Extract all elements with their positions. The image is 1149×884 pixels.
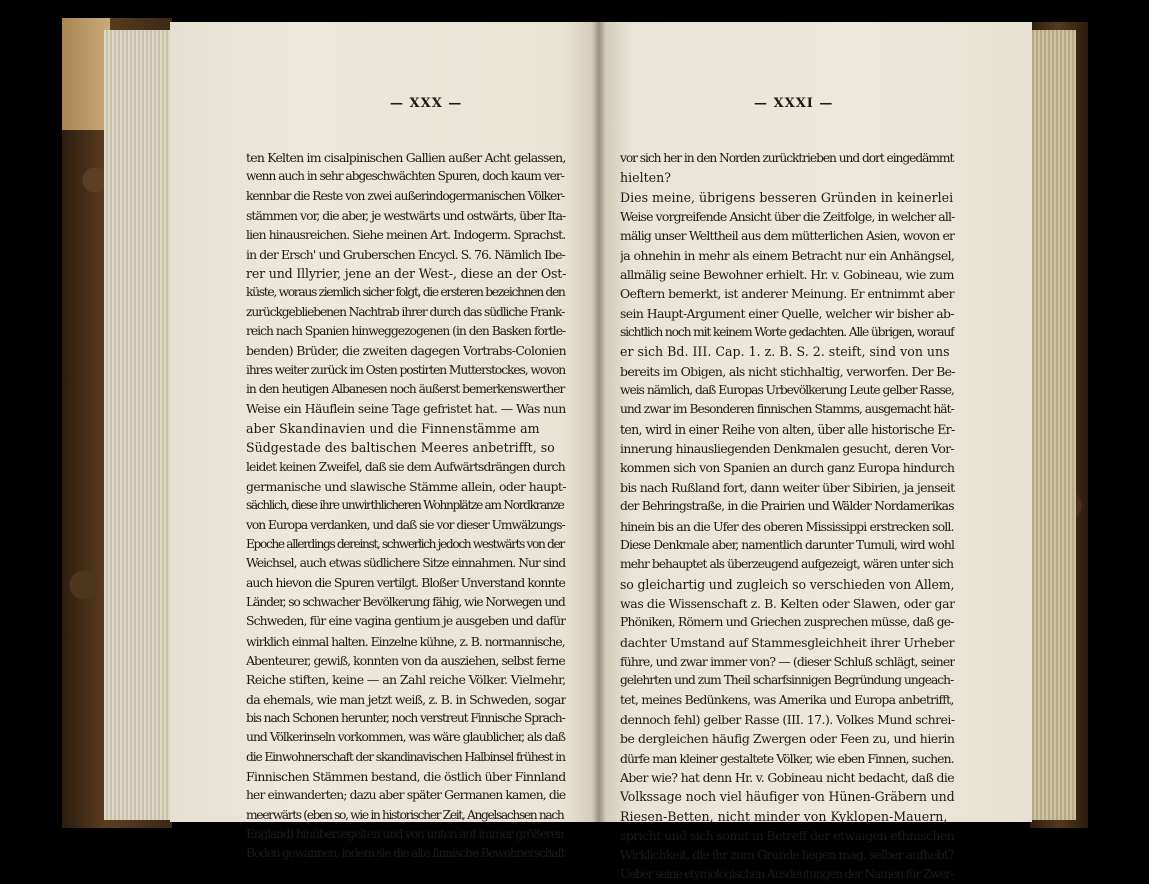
text-line: ten Kelten im cisalpinischen Gallien außer Acht gelassen, xyxy=(246,150,566,165)
text-line: Phöniken, Römern und Griechen zusprechen müsse, daß ge- xyxy=(620,615,954,630)
text-line: tet, meines Bedünkens, was Amerika und Europa anbetrifft, xyxy=(620,692,954,707)
text-line: Reiche stiften, keine — an Zahl reiche Völker. Vielmehr, xyxy=(246,672,566,688)
page-number: — XXXI — xyxy=(754,96,834,111)
text-line: stämmen vor, die aber, je westwärts und ostwärts, über Ita- xyxy=(246,208,566,224)
page-block-edge-right xyxy=(1030,30,1076,820)
book-spine-strip xyxy=(62,18,110,130)
text-line: Volkssage noch viel häufiger von Hünen-Gräbern und xyxy=(620,789,955,805)
text-line: germanische und slawische Stämme allein, oder haupt- xyxy=(246,478,566,494)
text-line: Schweden, für eine vagina gentium je ausgeben und dafür xyxy=(246,614,566,629)
text-line: gelehrten und zum Theil scharfsinnigen Begründung ungeach- xyxy=(620,673,954,688)
text-line: Wirklichkeit, die ihr zum Grunde liegen mag, selber aufhebt? xyxy=(620,847,954,863)
text-line: Finnischen Stämmen bestand, die östlich über Finnland xyxy=(246,769,566,784)
text-line: England) hinübersegelten und von unten auf immer größeren xyxy=(246,827,564,842)
text-line: sächlich, diese ihre unwirthlicheren Wohnplätze am Nordkranze xyxy=(246,498,564,513)
text-line: Weichsel, auch etwas südlichere Sitze einnahmen. Nur sind xyxy=(246,556,566,571)
text-line: Südgestade des baltischen Meeres anbetrifft, so xyxy=(246,440,555,456)
text-line: Abenteurer, gewiß, konnten von da ausziehen, selbst ferne xyxy=(246,652,565,668)
text-line: meerwärts (eben so, wie in historischer Zeit, Angelsachsen nach xyxy=(246,807,564,822)
body-text xyxy=(246,148,566,864)
text-line: Ueber seine etymologischen Ausdeutungen der Namen für Zwer- xyxy=(620,866,953,881)
text-line: sein Haupt-Argument einer Quelle, welcher wir bisher ab- xyxy=(620,305,955,321)
left-page xyxy=(170,22,598,861)
text-line: Weise ein Häuflein seine Tage gefristet hat. — Was nun xyxy=(246,401,566,417)
text-line: was die Wissenschaft z. B. Kelten oder Slawen, oder gar xyxy=(620,595,955,611)
text-line: küste, woraus ziemlich sicher folgt, die ersteren bezeichnen den xyxy=(246,285,565,300)
text-line: Oeftern bemerkt, ist anderer Meinung. Er entnimmt aber xyxy=(620,286,955,302)
text-line: weis nämlich, daß Europas Urbevölkerung Leute gelber Rasse, xyxy=(620,383,954,398)
text-line: vor sich her in den Norden zurücktrieben und dort eingedämmt xyxy=(620,151,954,165)
text-line: rer und Illyrier, jene an der West-, diese an der Ost- xyxy=(246,266,566,282)
text-line: hielten? xyxy=(620,170,671,186)
text-line: Dies meine, übrigens besseren Gründen in keinerlei xyxy=(620,189,954,205)
text-line: benden) Brüder, die zweiten dagegen Vortrabs-Colonien xyxy=(246,343,566,359)
text-line: Aber wie? hat denn Hr. v. Gobineau nicht bedacht, daß die xyxy=(620,770,954,785)
text-line: mehr behauptet als überzeugend aufgezeigt, wären unter sich xyxy=(620,557,954,572)
text-line: aber Skandinavien und die Finnenstämme am xyxy=(246,420,540,436)
text-line: Länder, so schwacher Bevölkerung fähig, wie Norwegen und xyxy=(246,594,565,609)
text-line: führe, und zwar immer von? — (dieser Schluß schlägt, seiner xyxy=(620,653,955,669)
text-line: in der Ersch' und Gruberschen Encycl. S. 76. Nämlich Ibe- xyxy=(246,246,565,262)
text-line: kommen sich von Spanien an durch ganz Europa hindurch xyxy=(620,460,955,475)
text-line: die Einwohnerschaft der skandinavischen Halbinsel frühest in xyxy=(246,749,565,764)
text-line: sichtlich noch mit keinem Worte gedachten. Alle übrigen, worauf xyxy=(620,325,954,340)
text-line: innerung hinausliegenden Denkmalen gesucht, deren Vor- xyxy=(620,441,955,457)
text-line: be dergleichen häufig Zwergen oder Feen zu, und hierin xyxy=(620,731,955,747)
text-line: dürfe man kleiner gestaltete Völker, wie eben Finnen, suchen. xyxy=(620,750,954,766)
text-line: und zwar im Besonderen finnischen Stamms, ausgemacht hät- xyxy=(620,402,954,417)
text-line: der Behringstraße, in die Prairien und Wälder Nordamerikas xyxy=(620,499,954,514)
text-line: mälig unser Welttheil aus dem mütterlichen Asien, wovon er xyxy=(620,228,955,244)
text-line: er sich Bd. III. Cap. 1. z. B. S. 2. steift, sind von uns xyxy=(620,344,950,360)
text-line: hinein bis an die Ufer des oberen Mississippi erstrecken soll. xyxy=(620,518,954,534)
text-line: spricht und sich somit in Betreff der etwaigen ethnischen xyxy=(620,828,955,844)
text-line: dennoch fehl) gelber Rasse (III. 17.). Volkes Mund schrei- xyxy=(620,711,955,727)
text-line: Epoche allerdings dereinst, schwerlich jedoch westwärts von der xyxy=(246,536,564,551)
text-line: lien hinausreichen. Siehe meinen Art. Indogerm. Sprachst. xyxy=(246,227,566,243)
text-line: Boden gewannen, indem sie die alte finnische Bewohnerschaft xyxy=(246,846,565,861)
text-line: Weise vorgreifende Ansicht über die Zeitfolge, in welcher all- xyxy=(620,209,955,225)
text-line: Diese Denkmale aber, namentlich darunter Tumuli, wird wohl xyxy=(620,537,954,552)
page-number: — XXX — xyxy=(390,96,463,111)
page-block-edge-left xyxy=(104,30,174,820)
text-line: kennbar die Reste von zwei außerindogermanischen Völker- xyxy=(246,188,565,203)
text-line: her einwanderten; dazu aber später Germanen kamen, die xyxy=(246,788,566,803)
text-line: bereits im Obigen, als nicht stichhaltig, verworfen. Der Be- xyxy=(620,363,955,379)
text-line: Riesen-Betten, nicht minder von Kyklopen-Mauern, xyxy=(620,808,948,824)
text-line: bis nach Schonen herunter, noch verstreut Finnische Sprach- xyxy=(246,710,565,725)
text-line: bis nach Rußland fort, dann weiter über Sibirien, ja jenseit xyxy=(620,479,955,495)
text-line: allmälig seine Bewohner erhielt. Hr. v. Gobineau, wie zum xyxy=(620,267,954,283)
text-line: wirklich einmal halten. Einzelne kühne, z. B. normannische, xyxy=(246,633,565,649)
text-line: da ehemals, wie man jetzt weiß, z. B. in Schweden, sogar xyxy=(246,691,566,707)
text-line: leidet keinen Zweifel, daß sie dem Aufwärtsdrängen durch xyxy=(246,459,565,474)
book-gutter xyxy=(592,22,606,822)
body-text xyxy=(620,149,955,884)
text-line: ten, wird in einer Reihe von alten, über alle historische Er- xyxy=(620,421,955,437)
text-line: ihres weiter zurück im Osten postirten Mutterstockes, wovon xyxy=(246,362,566,377)
text-line: ja ohnehin in mehr als einem Betracht nur ein Anhängsel, xyxy=(620,247,955,263)
text-line: von Europa verdanken, und daß sie vor dieser Umwälzungs- xyxy=(246,517,565,532)
text-line: zurückgebliebenen Nachtrab ihrer durch das südliche Frank- xyxy=(246,304,565,319)
text-line: so gleichartig und zugleich so verschieden von Allem, xyxy=(620,576,955,592)
right-page xyxy=(598,22,1032,881)
text-line: dachter Umstand auf Stammesgleichheit ihrer Urheber xyxy=(620,634,955,650)
text-line: in den heutigen Albanesen noch äußerst bemerkenswerther xyxy=(246,382,565,397)
text-line: reich nach Spanien hinweggezogenen (in den Basken fortle- xyxy=(246,324,566,339)
text-line: auch hievon die Spuren vertilgt. Bloßer Unverstand konnte xyxy=(246,575,565,590)
text-line: wenn auch in sehr abgeschwächten Spuren, doch kaum ver- xyxy=(246,169,564,184)
text-line: und Völkerinseln vorkommen, was wäre glaublicher, als daß xyxy=(246,730,566,745)
